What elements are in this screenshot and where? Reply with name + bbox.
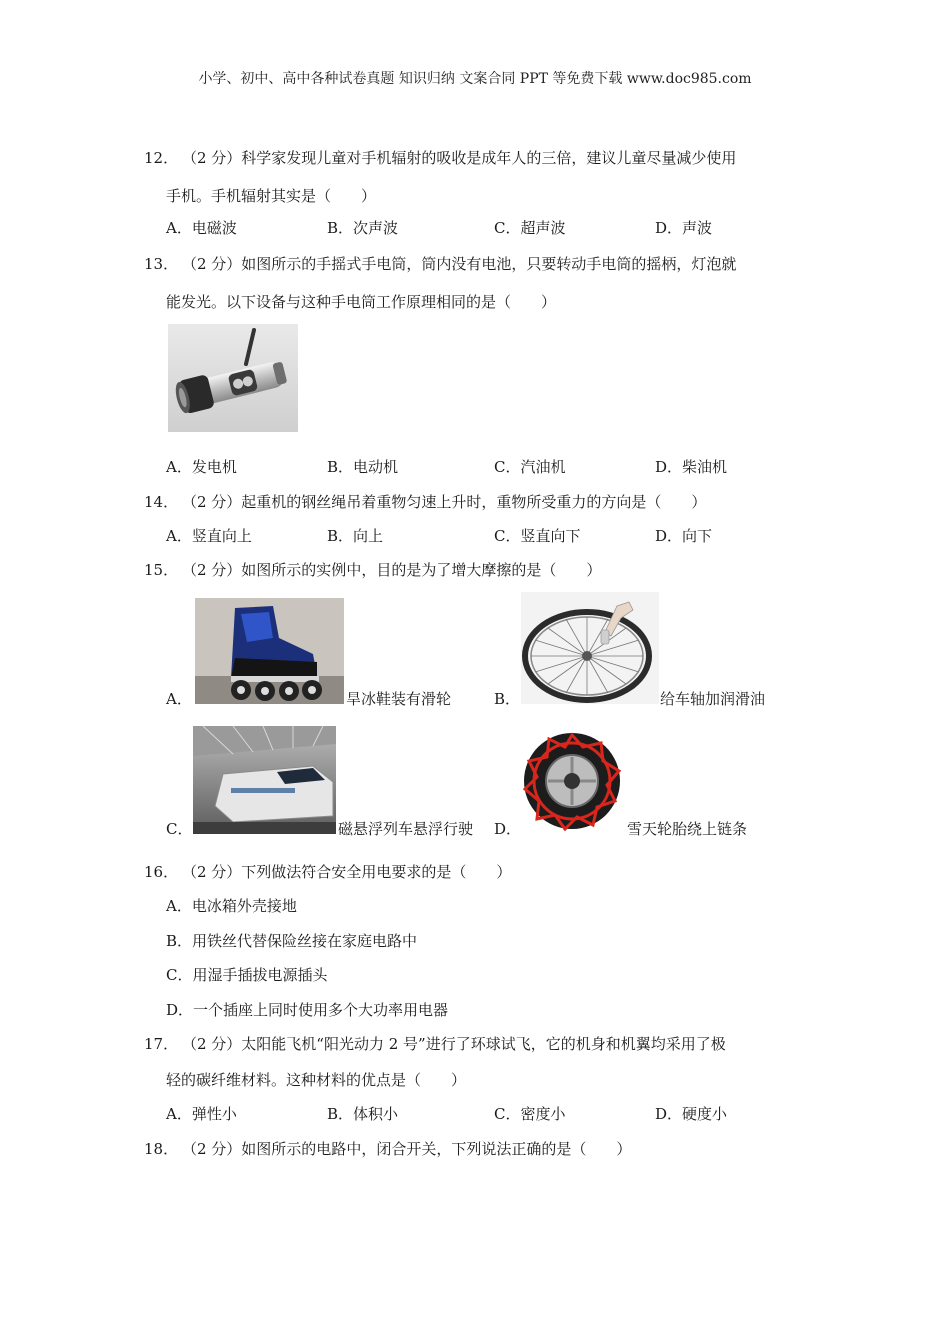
q15-option-d-caption: 雪天轮胎绕上链条 (627, 820, 748, 838)
q15-stem-line-1: （2 分）如图所示的实例中，目的是为了增大摩擦的是（ ） (182, 561, 602, 579)
roller-skate-image (195, 598, 344, 704)
q13-option-a[interactable]: A．发电机 (166, 458, 237, 476)
q14-number: 14． (144, 493, 179, 511)
q17-option-a[interactable]: A．弹性小 (166, 1105, 237, 1123)
q16-option-a[interactable]: A．电冰箱外壳接地 (166, 897, 297, 915)
q12-number: 12． (144, 149, 179, 167)
q15-option-c[interactable]: C． (166, 820, 193, 838)
q17-stem-line-2: 轻的碳纤维材料。这种材料的优点是（ ） (166, 1071, 467, 1089)
q13-option-c[interactable]: C．汽油机 (494, 458, 566, 476)
q14-option-a[interactable]: A．竖直向上 (166, 527, 252, 545)
q17-stem-line-1: （2 分）太阳能飞机“阳光动力 2 号”进行了环球试飞，它的机身和机翼均采用了极 (182, 1035, 726, 1053)
q15-number: 15． (144, 561, 179, 579)
q12-stem-line-2: 手机。手机辐射其实是（ ） (166, 187, 377, 205)
q16-option-c[interactable]: C．用湿手插拔电源插头 (166, 966, 328, 984)
maglev-train-image (193, 726, 336, 834)
q16-number: 16． (144, 863, 179, 881)
q12-stem-line-1: （2 分）科学家发现儿童对手机辐射的吸收是成年人的三倍，建议儿童尽量减少使用 (182, 149, 737, 167)
q17-number: 17． (144, 1035, 179, 1053)
q15-option-d[interactable]: D． (494, 820, 522, 838)
q16-stem-line-1: （2 分）下列做法符合安全用电要求的是（ ） (182, 863, 512, 881)
q18-stem-line-1: （2 分）如图所示的电路中，闭合开关，下列说法正确的是（ ） (182, 1140, 632, 1158)
q14-option-d[interactable]: D．向下 (655, 527, 713, 545)
q17-option-b[interactable]: B．体积小 (327, 1105, 399, 1123)
page-header: 小学、初中、高中各种试卷真题 知识归纳 文案合同 PPT 等免费下载 www.doc985.com (198, 71, 752, 87)
snow-chain-tire-image (521, 727, 623, 835)
q14-stem-line-1: （2 分）起重机的钢丝绳吊着重物匀速上升时，重物所受重力的方向是（ ） (182, 493, 707, 511)
q12-option-b[interactable]: B．次声波 (327, 219, 399, 237)
q15-option-a[interactable]: A． (166, 690, 192, 708)
q13-stem-line-1: （2 分）如图所示的手摇式手电筒，筒内没有电池，只要转动手电筒的摇柄，灯泡就 (182, 255, 737, 273)
q14-option-b[interactable]: B．向上 (327, 527, 384, 545)
q16-option-d[interactable]: D．一个插座上同时使用多个大功率用电器 (166, 1001, 449, 1019)
q15-option-a-caption: 旱冰鞋装有滑轮 (346, 690, 452, 708)
q12-option-d[interactable]: D．声波 (655, 219, 713, 237)
q12-option-c[interactable]: C．超声波 (494, 219, 566, 237)
q13-number: 13． (144, 255, 179, 273)
q14-option-c[interactable]: C．竖直向下 (494, 527, 581, 545)
q15-option-c-caption: 磁悬浮列车悬浮行驶 (338, 820, 474, 838)
q12-option-a[interactable]: A．电磁波 (166, 219, 237, 237)
q17-option-d[interactable]: D．硬度小 (655, 1105, 728, 1123)
q15-option-b[interactable]: B． (494, 690, 521, 708)
q13-option-d[interactable]: D．柴油机 (655, 458, 728, 476)
q13-stem-line-2: 能发光。以下设备与这种手电筒工作原理相同的是（ ） (166, 293, 557, 311)
flashlight-image (168, 324, 298, 432)
q15-option-b-caption: 给车轴加润滑油 (660, 690, 766, 708)
q13-option-b[interactable]: B．电动机 (327, 458, 399, 476)
bicycle-wheel-image (521, 592, 659, 704)
q17-option-c[interactable]: C．密度小 (494, 1105, 566, 1123)
q18-number: 18． (144, 1140, 179, 1158)
q16-option-b[interactable]: B．用铁丝代替保险丝接在家庭电路中 (166, 932, 418, 950)
